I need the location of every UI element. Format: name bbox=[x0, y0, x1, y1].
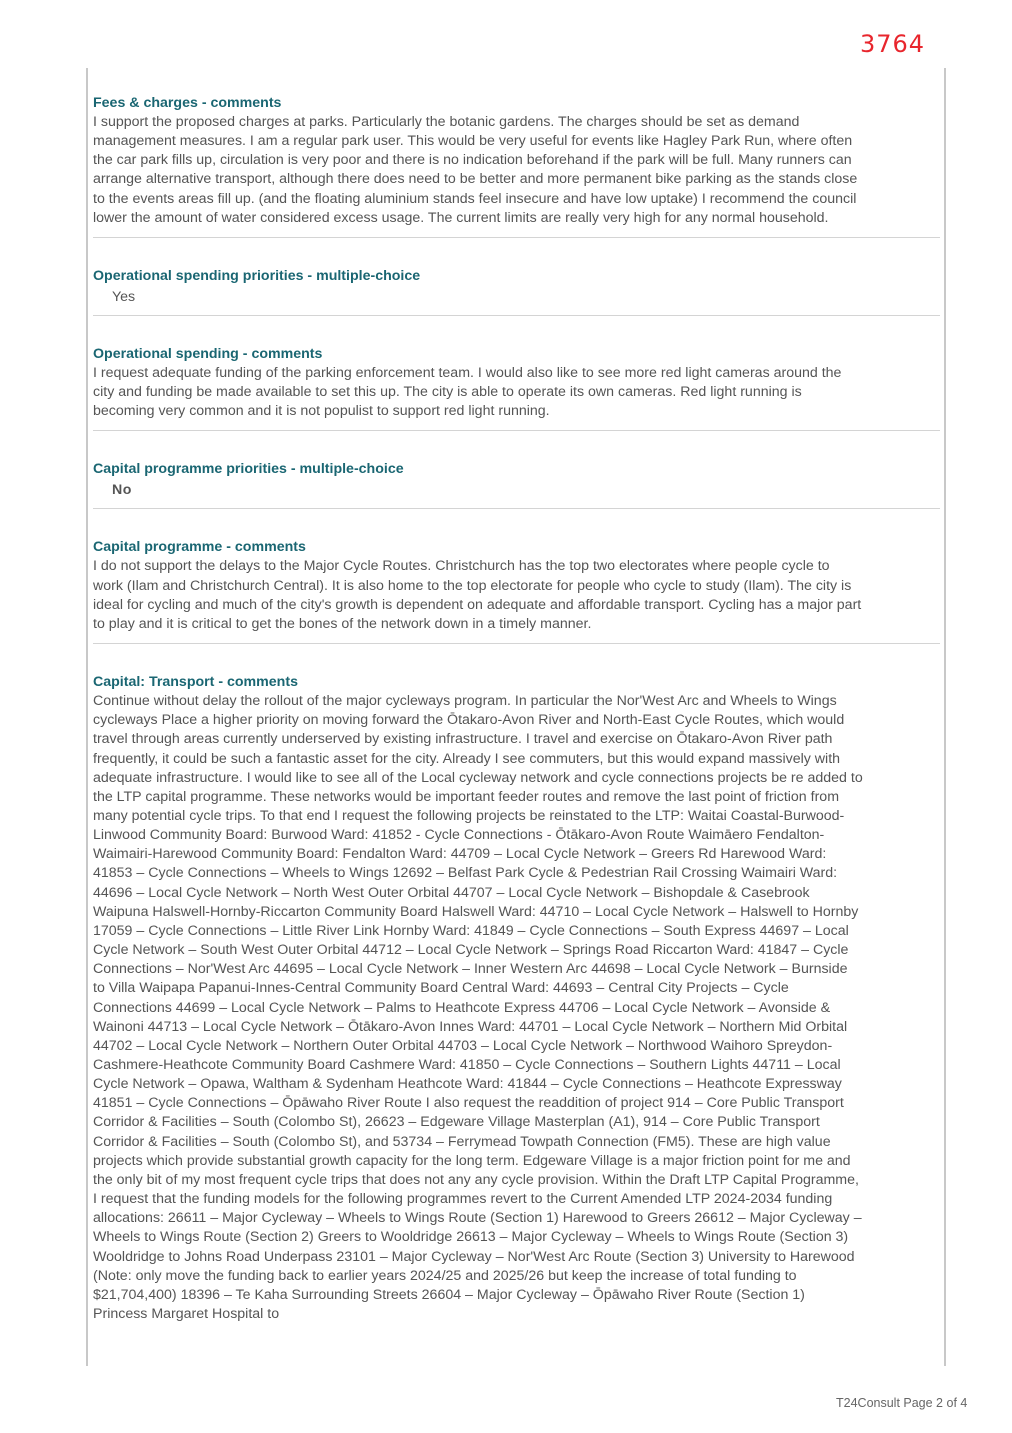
fees-body: I support the proposed charges at parks. Particularly the botanic gardens. The charges should be set as demand management measures. I am a regular park user. This would be very useful for events like Hagley Park Run, where often the car park fills up, circulation is very poor and there is no indication beforehand if the park will be full. Many runners can arrange alternative transport, although there does need to be better and more permanent bike parking as the stands close to the events areas fill up. (and the floating aluminium stands feel insecure and have low uptake) I recommend the council lower the amount of water considered excess usage. The current limits are really very high for any normal household. bbox=[93, 114, 858, 226]
fees-title: Fees & charges - comments bbox=[93, 95, 282, 111]
op-comments-body: I request adequate funding of the parking enforcement team. I would also like to see more red light cameras around the city and funding be made available to set this up. The city is able to operate its own cameras. Red light running is becoming very common and it is not populist to support red light running. bbox=[93, 364, 842, 420]
op-priorities-answer: Yes bbox=[112, 288, 136, 305]
divider bbox=[93, 315, 940, 316]
cap-priorities-title: Capital programme priorities - multiple-choice bbox=[93, 461, 404, 478]
transport-title: Capital: Transport - comments bbox=[93, 674, 298, 691]
divider bbox=[93, 643, 940, 644]
page-footer: T24Consult Page 2 of 4 bbox=[836, 1396, 968, 1410]
cap-priorities-section bbox=[93, 460, 940, 500]
divider bbox=[93, 508, 940, 509]
cap-priorities-answer: No bbox=[112, 482, 132, 499]
response-content bbox=[93, 94, 940, 1324]
cap-comments-body: I do not support the delays to the Major Cycle Routes. Christchurch has the top two electorates where people cycle to work (Ilam and Christchurch Central). It is also home to the top electorate for people who cycle to study (Ilam). The city is ideal for cycling and much of the city's growth is dependent on adequate and affordable transport. Cycling has a major part to play and it is critical to get the bones of the network down in a timely manner. bbox=[93, 558, 862, 632]
op-priorities-title: Operational spending priorities - multiple-choice bbox=[93, 267, 421, 284]
op-priorities-section bbox=[93, 267, 940, 307]
divider bbox=[93, 430, 940, 431]
cap-comments-title: Capital programme - comments bbox=[93, 539, 306, 556]
fees-section bbox=[93, 94, 940, 228]
op-comments-title: Operational spending - comments bbox=[93, 345, 323, 362]
cap-comments-section bbox=[93, 538, 940, 634]
divider bbox=[93, 237, 940, 238]
page-number: 3764 bbox=[860, 30, 926, 58]
op-comments-section bbox=[93, 345, 940, 421]
transport-body: Continue without delay the rollout of the major cycleways program. In particular the Nor'West Arc and Wheels to Wings cycleways Place a higher priority on moving forward the Ōtakaro-Avon River and North-East Cycle Routes, which would travel through areas currently underserved by existing infrastructure. I travel and exercise on Ōtakaro-Avon River path frequently, it could be such a fantastic asset for the city. Already I see commuters, but this would expand massively with adequate infrastructure. I would like to see all of the Local cycleway network and cycle connections projects be re added to the LTP capital programme. These networks would be important feeder routes and remove the last point of friction from many potential cycle trips. To that end I request the following projects be reinstated to the LTP: Waitai Coastal-Burwood-Linwood Community Board: Burwood Ward: 41852 - Cycle Connections - Ōtākaro-Avon Route Waimāero Fendalton-Waimairi-Harewood Community Board: Fendalton Ward: 44709 – Local Cycle Network – Greers Rd Harewood Ward: 41853 – Cycle Connections – Wheels to Wings 12692 – Belfast Park Cycle & Pedestrian Rail Crossing Waimairi Ward: 44696 – Local Cycle Network – North West Outer Orbital 44707 – Local Cycle Network – Bishopdale & Casebrook Waipuna Halswell-Hornby-Riccarton Community Board Halswell Ward: 44710 – Local Cycle Network – Halswell to Hornby 17059 – Cycle Connections – Little River Link Hornby Ward: 41849 – Cycle Connections – South Express 44697 – Local Cycle Network – South West Outer Orbital 44712 – Local Cycle Network – Springs Road Riccarton Ward: 41847 – Cycle Connections – Nor'West Arc 44695 – Local Cycle Network – Inner Western Arc 44698 – Local Cycle Network – Burnside to Villa Waipapa Papanui-Innes-Central Community Board Central Ward: 44693 – Central City Projects – Cycle Connections 44699 – Local Cycle Network – Palms to Heathcote Express 44706 – Local Cycle Network – Avonside & Wainoni 44713 – Local Cycle Network – Ōtākaro-Avon Innes Ward: 44701 – Local Cycle Network – Northern Mid Orbital 44702 – Local Cycle Network – Northern Outer Orbital 44703 – Local Cycle Network – Northwood Waihoro Spreydon-Cashmere-Heathcote Community Board Cashmere Ward: 41850 – Cycle Connections – Southern Lights 44711 – Local Cycle Network – Opawa, Waltham & Sydenham Heathcote Ward: 41844 – Cycle Connections – Heathcote Expressway 41851 – Cycle Connections – Ōpāwaho River Route I also request the readdition of project 914 – Core Public Transport Corridor & Facilities – South (Colombo St), 26623 – Edgeware Village Masterplan (A1), 914 – Core Public Transport Corridor & Facilities – South (Colombo St), and 53734 – Ferrymead Towpath Connection (FM5). These are high value projects which provide substantial growth capacity for the long term. Edgeware Village is a major friction point for me and the only bit of my most frequent cycle trips that does not any any cycle provision. Within the Draft LTP Capital Programme, I request that the funding models for the following programmes revert to the Current Amended LTP 2024-2034 funding allocations: 26611 – Major Cycleway – Wheels to Wings Route (Section 1) Harewood to Greers 26612 – Major Cycleway – Wheels to Wings Route (Section 2) Greers to Wooldridge 26613 – Major Cycleway – Wheels to Wings Route (Section 3) Wooldridge to Johns Road Underpass 23101 – Major Cycleway – Nor'West Arc Route (Section 3) University to Harewood (Note: only move the funding back to earlier years 2024/25 and 2025/26 but keep the increase of total funding to $21,704,400) 18396 – Te Kaha Surrounding Streets 26604 – Major Cycleway – Ōpāwaho River Route (Section 1) Princess Margaret Hospital to bbox=[93, 693, 863, 1323]
transport-section bbox=[93, 673, 940, 1324]
